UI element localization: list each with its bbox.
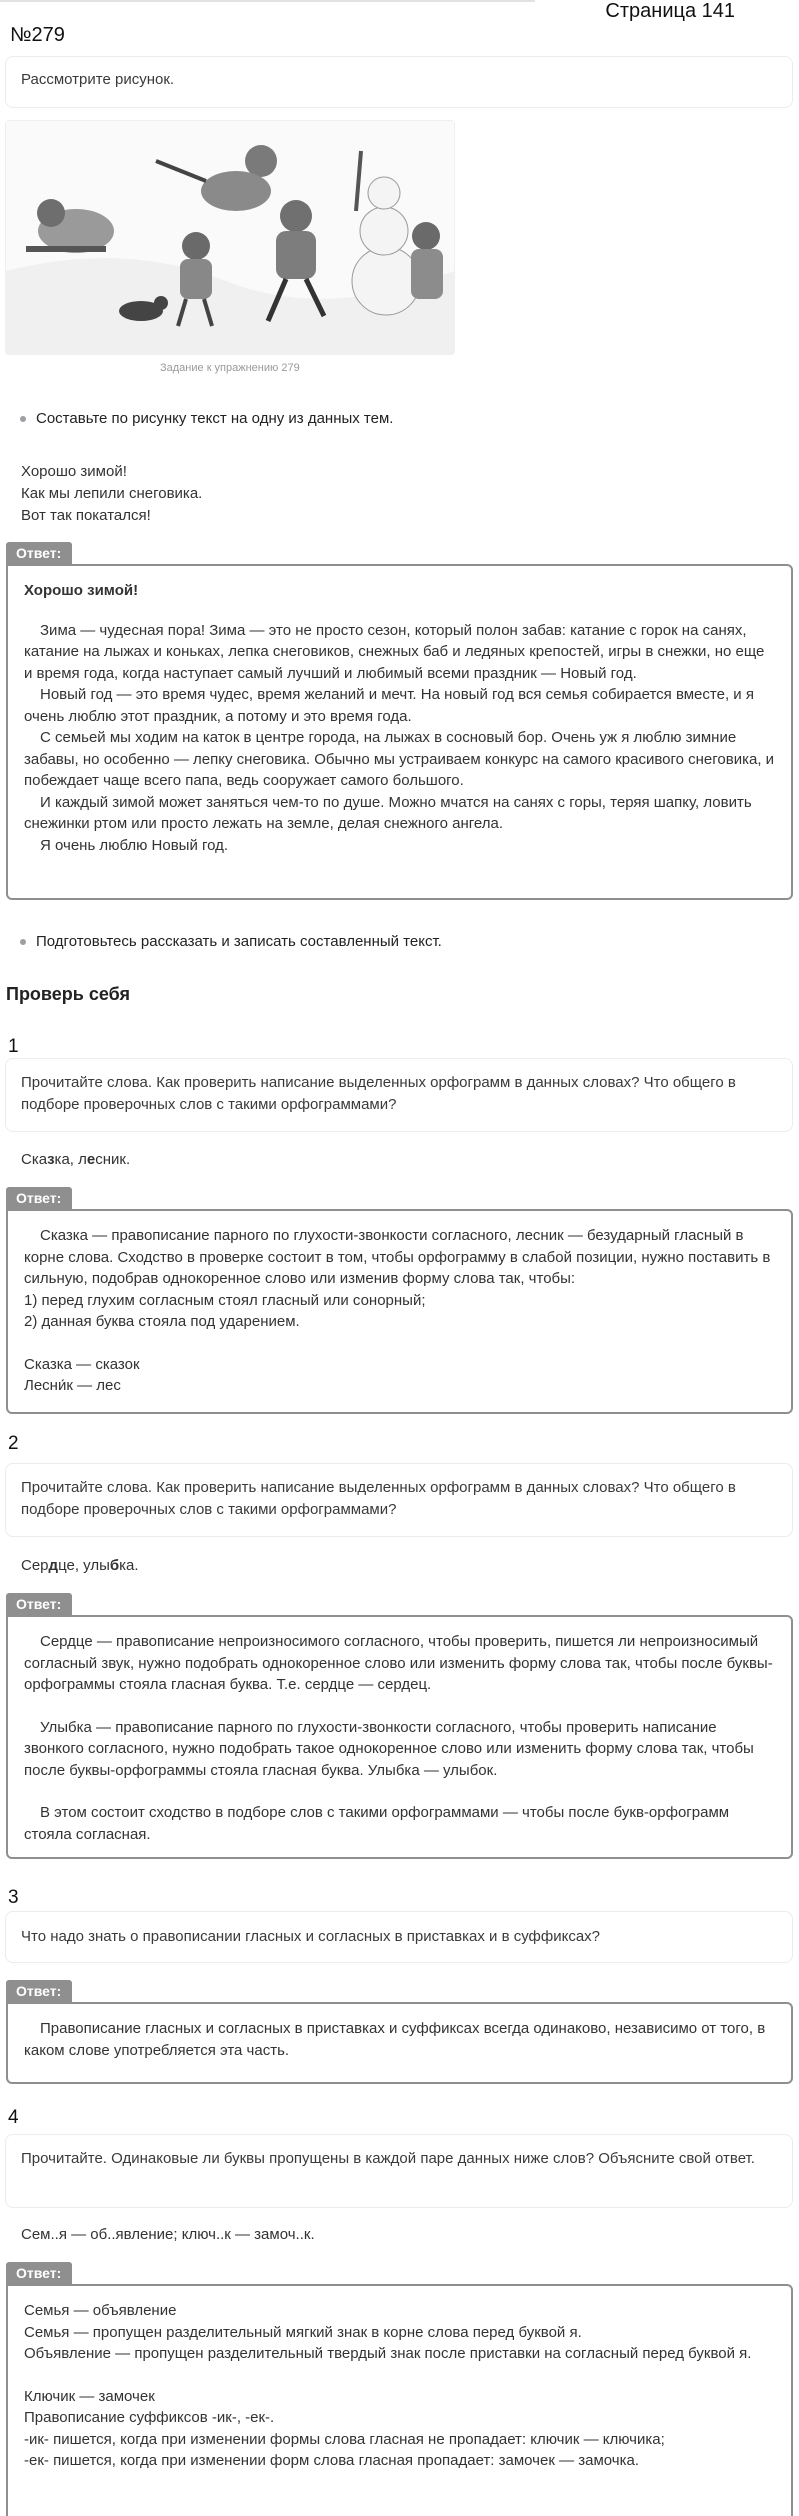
topic-item: Как мы лепили снеговика. xyxy=(21,485,203,502)
answer-paragraph: С семьей мы ходим на каток в центре города, на лыжах в сосновый бор. Очень уж я люблю зимние забавы, но особенно — лепку снеговика. Обычно мы устраиваем конкурс на самого красивого снеговика, и побеждает чаще всего папа, ведь сооружает самого большого. xyxy=(24,729,775,789)
answer-paragraph: В этом состоит сходство в подборе слов с такими орфограммами — чтобы после букв-орфограмм стояла согласная. xyxy=(24,1804,730,1843)
answer-paragraph: Зима — чудесная пора! Зима — это не просто сезон, который полон забав: катание с горок на санях, катание на лыжах и коньках, лепка снеговиков, снежных баб и ледяных крепостей, игры в снежки, но еще и время года, когда наступает самый лучший и любимый всеми праздник — Новый год. xyxy=(24,621,765,682)
answer-line: -ек- пишется, когда при изменении форм слова гласная пропадает: замочек — замочка. xyxy=(24,2452,639,2469)
answer-line: -ик- пишется, когда при изменении формы слова гласная не пропадает: ключик — ключика; xyxy=(24,2430,665,2448)
task-number: №279 xyxy=(10,24,65,46)
answer-line: Сказка — сказок xyxy=(24,1355,140,1373)
answer-line: Семья — объявление xyxy=(24,2302,177,2319)
answer-title: Хорошо зимой! xyxy=(24,582,139,599)
question-number: 4 xyxy=(8,2107,19,2128)
answer-line: Объявление — пропущен разделительный твердый знак после приставки на согласный перед буквой я. xyxy=(24,2345,752,2362)
answer-box-3 xyxy=(6,2002,793,2084)
answer-paragraph: Новый год — это время чудес, время желаний и мечт. На новый год вся семья собирается вместе, и я очень люблю этот праздник, а потому и это время года. xyxy=(24,686,754,725)
answer-line: 1) перед глухим согласным стоял гласный или сонорный; xyxy=(24,1291,426,1309)
illustration-caption: Задание к упражнению 279 xyxy=(160,362,300,374)
instruction-bullet-2 xyxy=(36,931,442,953)
answer-label: Ответ: xyxy=(6,1593,72,1615)
question-words: Сем..я — об..явление; ключ..к — замоч..к. xyxy=(21,2226,315,2243)
question-number: 3 xyxy=(8,1887,19,1908)
answer-line: Ключик — замочек xyxy=(24,2387,155,2405)
question-text: Что надо знать о правописании гласных и согласных в приставках и в суффиксах? xyxy=(21,1928,601,1945)
bullet-dot xyxy=(20,416,26,422)
winter-scene-illustration xyxy=(6,121,454,354)
answer-paragraph: Я очень люблю Новый год. xyxy=(40,836,229,854)
answer-label: Ответ: xyxy=(6,542,72,564)
answer-line: Семья — пропущен разделительный мягкий знак в корне слова перед буквой я. xyxy=(24,2323,582,2341)
answer-paragraph: Сказка — правописание парного по глухости-звонкости согласного, лесник — безударный гласный в корне слова. Сходство в проверке состоит в том, чтобы орфограмму в слабой позиции, нужно поставить в сильную, подобрав однокоренное слово или изменив форму слова так, чтобы: xyxy=(24,1227,771,1287)
answer-box-main xyxy=(6,564,793,900)
instruction-text: Подготовьтесь рассказать и записать составленный текст. xyxy=(36,933,442,950)
question-number: 2 xyxy=(8,1433,19,1454)
answer-label: Ответ: xyxy=(6,2262,72,2284)
question-text: Прочитайте слова. Как проверить написание выделенных орфограмм в данных словах? Что общего в подборе проверочных слов с такими орфограммами? xyxy=(21,1074,736,1113)
question-words: Сердце, улыбка. xyxy=(21,1557,139,1574)
bullet-dot xyxy=(20,939,26,945)
answer-paragraph: И каждый зимой может заняться чем-то по душе. Можно мчатся на санях с горы, теряя шапку, ловить снежинки ртом или просто лежать на земле, делая снежного ангела. xyxy=(24,793,752,832)
top-divider xyxy=(0,0,535,2)
question-text: Рассмотрите рисунок. xyxy=(21,71,175,88)
instruction-text: Составьте по рисунку текст на одну из данных тем. xyxy=(36,410,394,427)
answer-box-2 xyxy=(6,1615,793,1859)
page-number: Страница 141 xyxy=(605,0,735,22)
topic-item: Вот так покатался! xyxy=(21,507,151,524)
instruction-bullet-1 xyxy=(36,408,393,430)
question-words: Сказка, лесник. xyxy=(21,1151,131,1168)
answer-paragraph: Правописание гласных и согласных в приставках и суффиксах всегда одинаково, независимо от того, в каком слове употребляется эта часть. xyxy=(24,2020,766,2059)
answer-line: Правописание суффиксов -ик-, -ек-. xyxy=(24,2409,275,2426)
question-text: Прочитайте слова. Как проверить написание выделенных орфограмм в данных словах? Что общего в подборе проверочных слов с такими орфограммами? xyxy=(21,1479,736,1518)
question-text: Прочитайте. Одинаковые ли буквы пропущены в каждой паре данных ниже слов? Объясните свой ответ. xyxy=(21,2150,755,2167)
answer-box-4 xyxy=(6,2284,793,2516)
section-title: Проверь себя xyxy=(6,984,130,1004)
question-number: 1 xyxy=(8,1036,19,1057)
topic-list xyxy=(21,461,202,527)
illustration xyxy=(5,120,455,355)
answer-line: Лесни́к — лес xyxy=(24,1377,121,1394)
answer-label: Ответ: xyxy=(6,1980,72,2002)
answer-label: Ответ: xyxy=(6,1187,72,1209)
answer-box-1 xyxy=(6,1209,793,1414)
question-box-4 xyxy=(5,2134,793,2208)
answer-line: 2) данная буква стояла под ударением. xyxy=(24,1313,300,1330)
answer-paragraph: Улыбка — правописание парного по глухости-звонкости согласного, чтобы проверить написание звонкого согласного, нужно подобрать такое однокоренное слово или изменить форму слова так, чтобы после буквы-орфограммы стояла гласная буква. Улыбка — улыбок. xyxy=(24,1718,754,1779)
answer-paragraph: Сердце — правописание непроизносимого согласного, чтобы проверить, пишется ли непроизносимый согласный звук, нужно подобрать однокоренное слово или изменить форму слова так, чтобы после буквы-орфограммы стояла гласная буква. Т.е. сердце — сердец. xyxy=(24,1633,773,1693)
topic-item: Хорошо зимой! xyxy=(21,463,127,480)
